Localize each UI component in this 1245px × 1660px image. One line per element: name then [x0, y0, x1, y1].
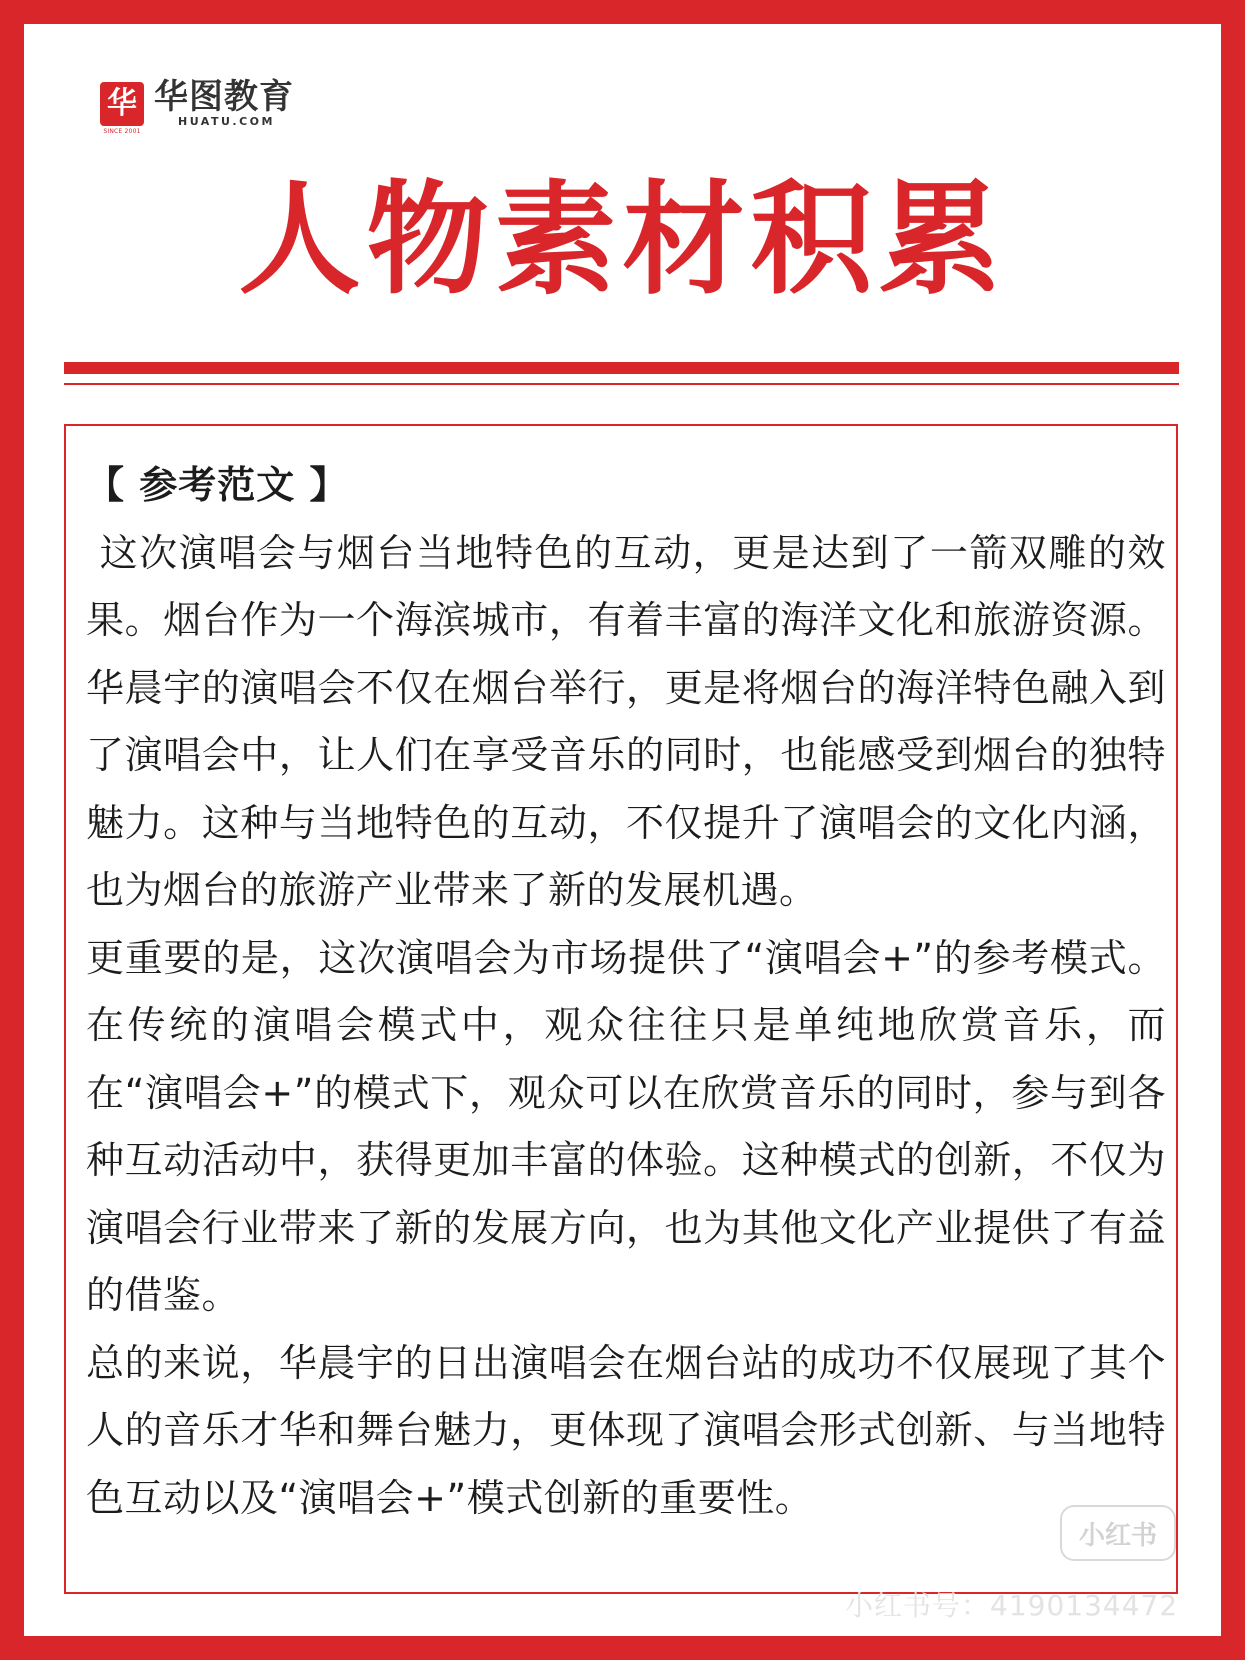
paragraph-2: 更重要的是，这次演唱会为市场提供了“演唱会+”的参考模式。在传统的演唱会模式中，观众往往只是单纯地欣赏音乐，而在“演唱会+”的模式下，观众可以在欣赏音乐的同时，参与到各种互动活动中，获得更加丰富的体验。这种模式的创新，不仅为演唱会行业带来了新的发展方向，也为其他文化产业提供了有益的借鉴。 — [86, 935, 1166, 1317]
section-heading: 【 参考范文 】 — [86, 463, 349, 507]
paragraph-1: 这次演唱会与烟台当地特色的互动，更是达到了一箭双雕的效果。烟台作为一个海滨城市，有着丰富的海洋文化和旅游资源。华晨宇的演唱会不仅在烟台举行，更是将烟台的海洋特色融入到了演唱会中，让人们在享受音乐的同时，也能感受到烟台的独特魅力。这种与当地特色的互动，不仅提升了演唱会的文化内涵，也为烟台的旅游产业带来了新的发展机遇。 — [86, 530, 1166, 912]
xiaohongshu-id-watermark: 小红书号：4190134472 — [845, 1589, 1179, 1622]
paragraph-3: 总的来说，华晨宇的日出演唱会在烟台站的成功不仅展现了其个人的音乐才华和舞台魅力，更体现了演唱会形式创新、与当地特色互动以及“演唱会+”模式创新的重要性。 — [86, 1340, 1166, 1520]
logo-name-cn: 华图教育 — [154, 77, 294, 117]
article-content — [86, 452, 1166, 1532]
logo-name-en: HUATU.COM — [178, 115, 275, 128]
huatu-logo — [100, 77, 294, 135]
xiaohongshu-watermark-icon: 小红书 — [1060, 1505, 1176, 1561]
logo-mark-icon: 华 — [100, 82, 144, 126]
page-title: 人物素材积累 — [238, 167, 1007, 311]
title-divider-thick — [64, 362, 1179, 374]
logo-since-text: SINCE 2001 — [103, 127, 141, 135]
title-divider-thin — [64, 383, 1179, 385]
